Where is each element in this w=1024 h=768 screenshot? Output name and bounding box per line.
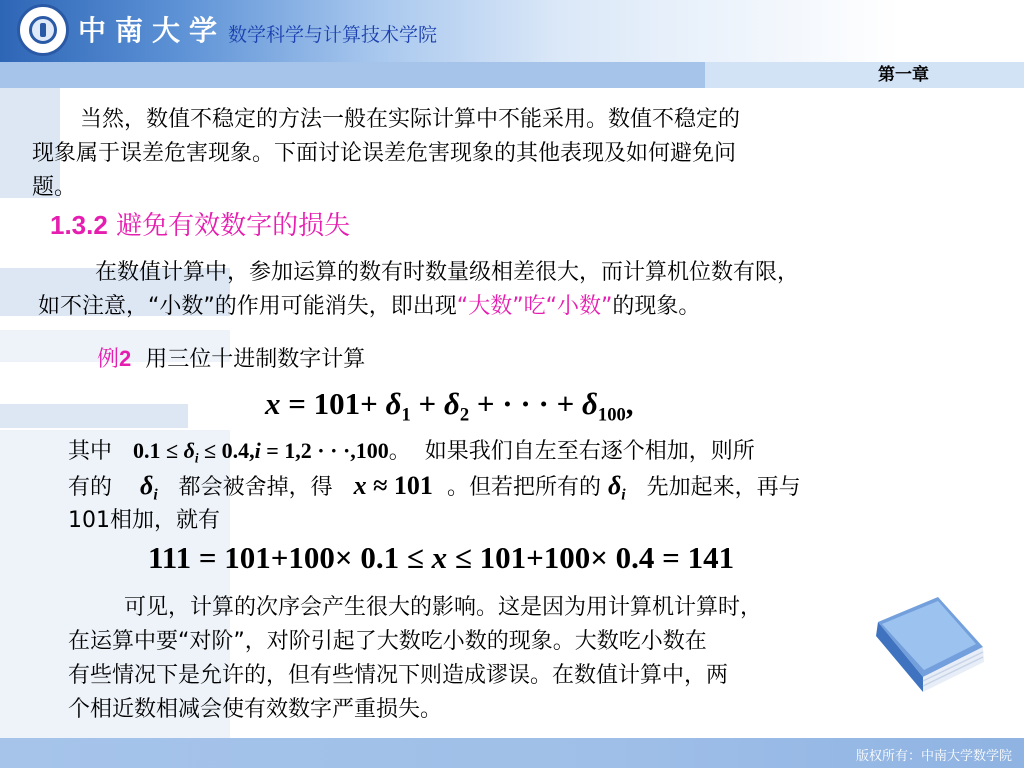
section-number: 1.3.2 — [50, 210, 108, 240]
chapter-label: 第一章 — [878, 65, 929, 85]
p4-approx-value: ≈ 101 — [373, 471, 433, 500]
p2-text-a: 如不注意，“小数”的作用可能消失，即出现 — [38, 294, 457, 319]
p3-period: 。 — [388, 439, 411, 464]
formula-1 — [265, 386, 634, 427]
left-decor-gap — [0, 238, 20, 268]
header-bar — [0, 0, 1024, 62]
delta-2: δ — [443, 386, 460, 421]
p3-cond-b: ≤ 0.4, — [204, 438, 255, 463]
p4-text-a: 有的 — [68, 475, 113, 500]
university-name: 中南大学 — [78, 14, 227, 47]
p3-condition — [133, 438, 389, 466]
p4-delta-2-sub: i — [621, 486, 626, 504]
formula1-x: x — [265, 386, 281, 421]
p4-delta-sub: i — [153, 486, 158, 504]
p4-delta-2: δ — [607, 471, 622, 500]
p3-delta-sub: i — [194, 450, 199, 466]
formula2-a: 111 = 101+100× 0.1 ≤ — [148, 540, 424, 575]
section-title-text: 避免有效数字的损失 — [116, 211, 351, 241]
dots: + · · · + — [476, 386, 575, 421]
book-icon — [868, 592, 988, 702]
chapter-box — [705, 62, 1024, 88]
delta-100-sub: 100 — [597, 404, 626, 426]
example-heading — [97, 342, 365, 377]
p4-x: x — [353, 471, 367, 500]
section-title — [50, 205, 350, 242]
left-decor-stripe — [0, 404, 188, 428]
paragraph-6-line-3: 有些情况下是允许的，但有些情况下则造成谬误。在数值计算中，两 — [68, 663, 729, 688]
paragraph-2-line-1: 在数值计算中，参加运算的数有时数量级相差很大，而计算机位数有限， — [95, 260, 800, 285]
p3-text-a: 其中 — [68, 439, 113, 464]
example-text: 用三位十进制数字计算 — [145, 347, 366, 372]
p3-delta: δ — [183, 438, 195, 463]
delta-1-sub: 1 — [401, 404, 411, 426]
paragraph-1-line-3: 题。 — [32, 175, 77, 200]
delta-100: δ — [582, 386, 598, 421]
p4-text-c: 。但若把所有的 — [446, 475, 601, 500]
p4-delta: δ — [140, 471, 154, 500]
formula1-rhs: = 101+ — [288, 386, 378, 421]
p4-approx — [354, 471, 433, 500]
p4-delta-i-2 — [607, 471, 626, 504]
university-logo-icon — [17, 4, 69, 56]
p4-delta-i — [140, 471, 158, 504]
school-name: 数学科学与计算技术学院 — [228, 24, 438, 46]
delta-1: δ — [385, 386, 402, 421]
paragraph-6-line-1: 可见，计算的次序会产生很大的影响。这是因为用计算机计算时， — [124, 595, 763, 620]
paragraph-2-line-2 — [38, 290, 700, 324]
example-number: 2 — [119, 346, 132, 371]
delta-2-sub: 2 — [459, 404, 470, 426]
p3-cond-c: = 1,2 · · ·,100 — [266, 438, 389, 463]
paragraph-6-line-4: 个相近数相减会使有效数字严重损失。 — [68, 697, 443, 722]
paragraph-1-line-1: 当然，数值不稳定的方法一般在实际计算中不能采用。数值不稳定的 — [80, 107, 741, 132]
p4-text-b: 都会被舍掉，得 — [178, 475, 333, 500]
p5-text: 101相加，就有 — [68, 508, 220, 533]
formula-2 — [148, 540, 734, 576]
formula2-x: x — [431, 540, 448, 575]
formula1-comma: , — [625, 386, 634, 421]
p3-text-b: 如果我们自左至右逐个相加，则所 — [424, 439, 755, 464]
copyright-text: 版权所有：中南大学数学院 — [855, 749, 1012, 764]
p3-cond-a: 0.1 ≤ — [133, 438, 179, 463]
paragraph-5 — [68, 504, 220, 538]
p2-highlight: “大数”吃“小数” — [456, 294, 613, 319]
paragraph-6-line-2: 在运算中要“对阶”，对阶引起了大数吃小数的现象。大数吃小数在 — [68, 629, 707, 654]
formula2-b: ≤ 101+100× 0.4 = 141 — [454, 540, 735, 575]
example-label: 例 — [97, 347, 120, 372]
paragraph-1-line-2: 现象属于误差危害现象。下面讨论误差危害现象的其他表现及如何避免问 — [32, 141, 737, 166]
p3-cond-i: i — [254, 438, 261, 463]
p4-text-d: 先加起来，再与 — [646, 475, 801, 500]
p2-text-c: 的现象。 — [612, 294, 701, 319]
plus: + — [418, 386, 437, 421]
